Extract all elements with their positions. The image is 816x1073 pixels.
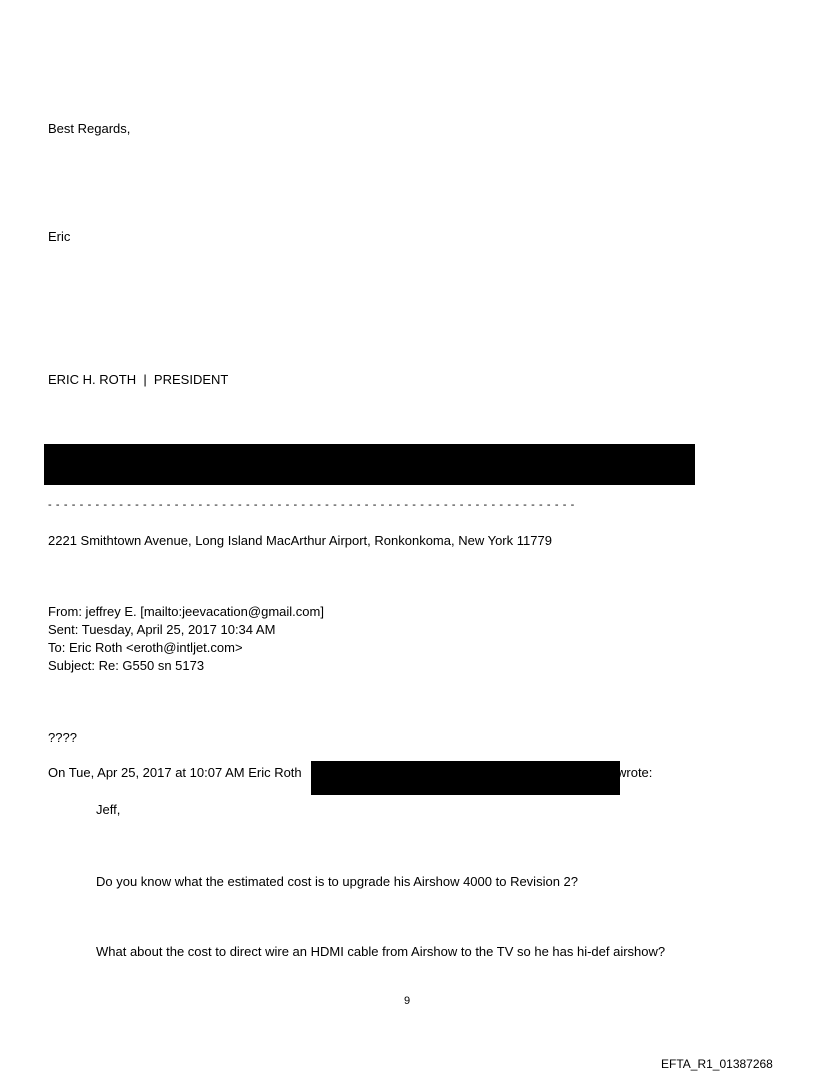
- email-header: [48, 603, 324, 675]
- reply-body: ????: [48, 730, 77, 745]
- page-number: 9: [404, 995, 411, 1007]
- quote-attribution-end: wrote:: [617, 765, 653, 780]
- closing-text: Best Regards,: [48, 121, 131, 136]
- redaction-bar-signature: [44, 444, 695, 485]
- header-sent: Sent: Tuesday, April 25, 2017 10:34 AM: [48, 622, 276, 637]
- document-id: EFTA_R1_01387268: [661, 1057, 773, 1071]
- quoted-paragraph-1: Do you know what the estimated cost is to upgrade his Airshow 4000 to Revision 2?: [96, 874, 578, 889]
- quote-attribution-start: On Tue, Apr 25, 2017 at 10:07 AM Eric Roth: [48, 765, 302, 780]
- header-subject: Subject: Re: G550 sn 5173: [48, 658, 205, 673]
- redaction-bar-email: [311, 761, 620, 795]
- company-address: 2221 Smithtown Avenue, Long Island MacArthur Airport, Ronkonkoma, New York 11779: [48, 533, 552, 548]
- header-from: From: jeffrey E. [mailto:jeevacation@gmail.com]: [48, 604, 324, 619]
- signer-title: ERIC H. ROTH | PRESIDENT: [48, 372, 229, 387]
- header-to: To: Eric Roth <eroth@intljet.com>: [48, 640, 243, 655]
- signer-name: Eric: [48, 229, 71, 244]
- quoted-paragraph-2: What about the cost to direct wire an HDMI cable from Airshow to the TV so he has hi-def airshow?: [96, 944, 666, 959]
- signature-divider: - - - - - - - - - - - - - - - - - - - - - - - - - - - - - - - - - - - - - - - - - - - - - - - - - - - - - - - - - - - - - - - - - - -: [48, 499, 575, 511]
- quoted-greeting: Jeff,: [96, 802, 121, 817]
